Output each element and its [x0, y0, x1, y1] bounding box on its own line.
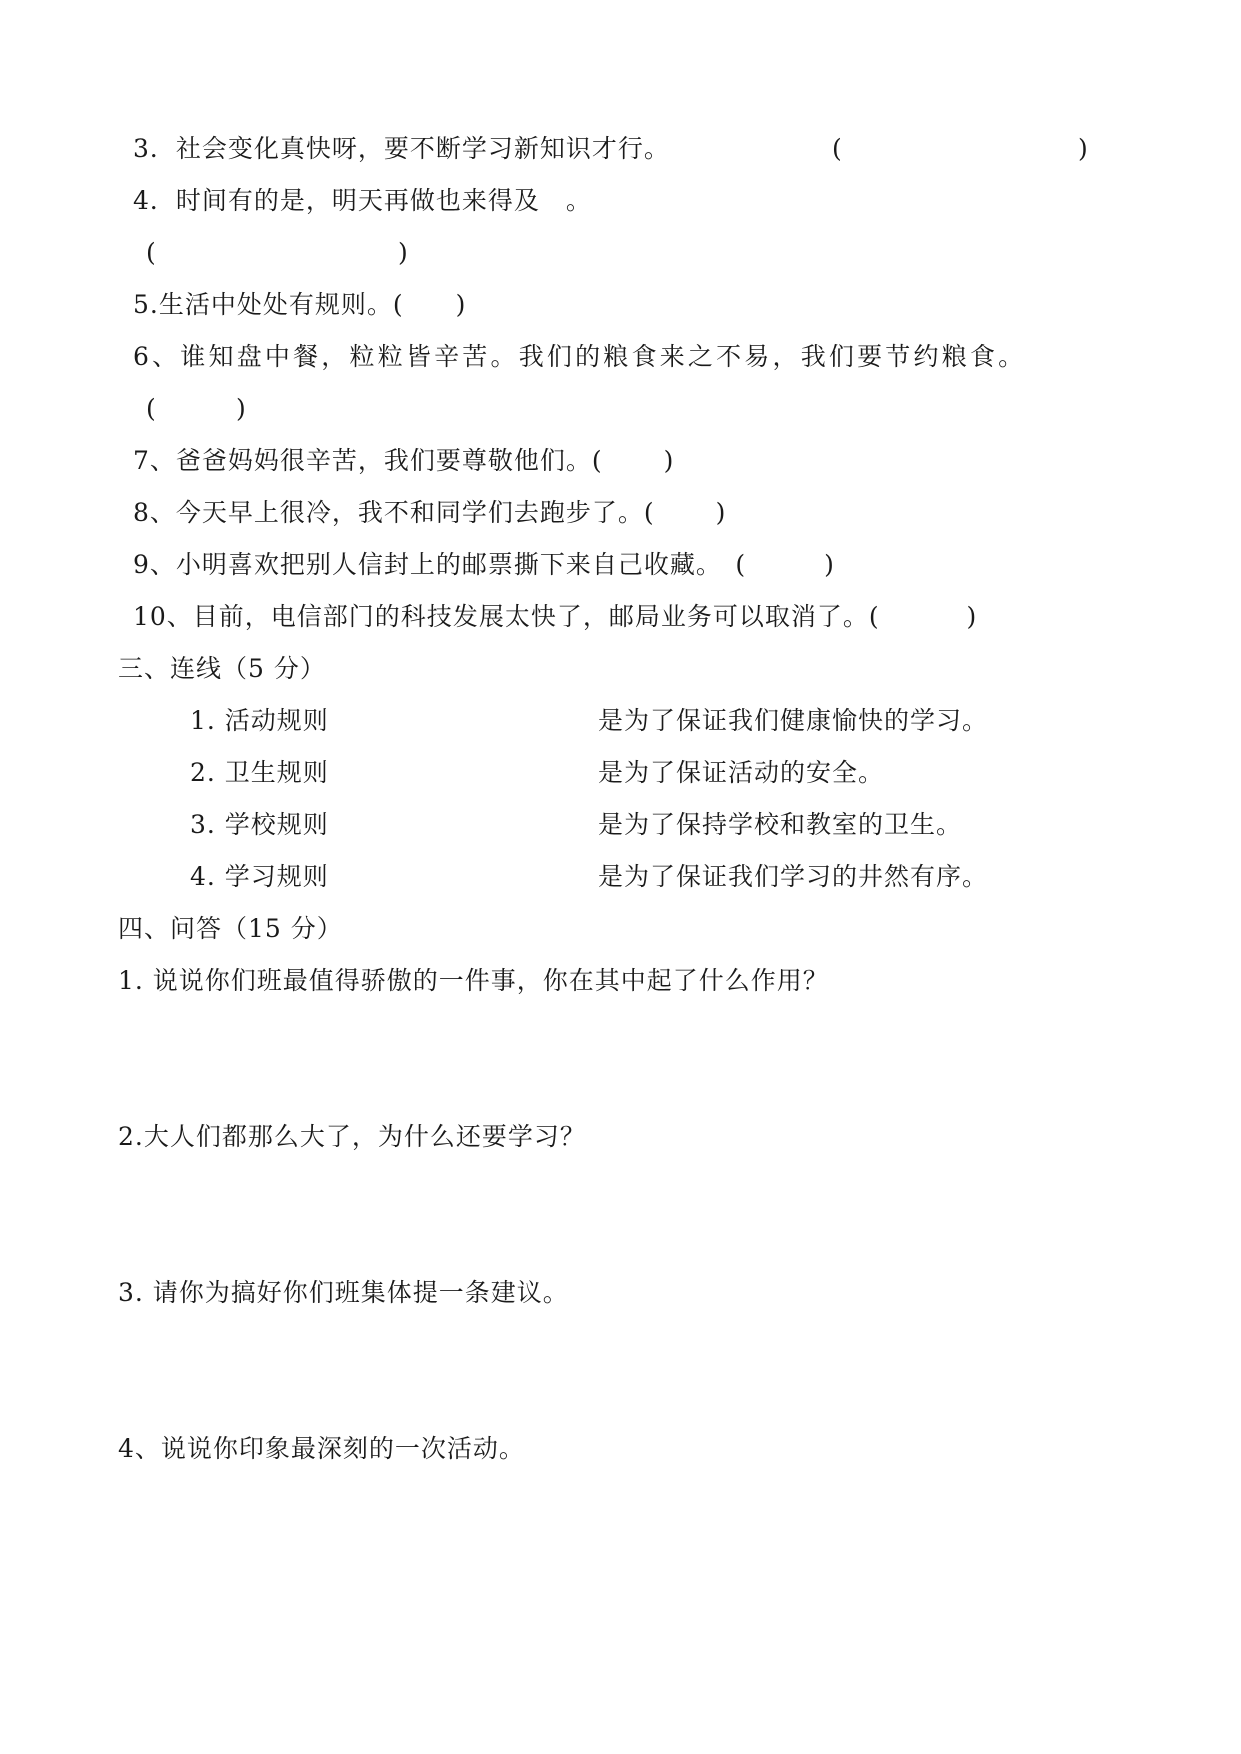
judge-item-6: 6、谁知盘中餐，粒粒皆辛苦。我们的粮食来之不易，我们要节约粮食。 [133, 342, 1027, 371]
matching-left-1[interactable]: 1. 活动规则 [190, 706, 329, 735]
judge-item-4: 4．时间有的是，明天再做也来得及 。 [133, 186, 592, 215]
answer-blank-3-close[interactable]: ) [1078, 134, 1088, 163]
answer-blank-6-open[interactable]: ( [146, 394, 156, 423]
judge-item-8: 8、今天早上很冷，我不和同学们去跑步了。( ) [133, 498, 727, 527]
judge-item-9: 9、小明喜欢把别人信封上的邮票撕下来自己收藏。 ( ) [133, 550, 835, 579]
answer-blank-4-open[interactable]: ( [146, 238, 156, 267]
section-heading-qa: 四、问答（15 分） [118, 914, 343, 943]
answer-blank-6-close[interactable]: ) [236, 394, 246, 423]
qa-question-3: 3. 请你为搞好你们班集体提一条建议。 [118, 1278, 569, 1307]
matching-right-2[interactable]: 是为了保证活动的安全。 [598, 758, 885, 787]
matching-right-3[interactable]: 是为了保持学校和教室的卫生。 [598, 810, 963, 839]
matching-left-2[interactable]: 2. 卫生规则 [190, 758, 329, 787]
matching-right-1[interactable]: 是为了保证我们健康愉快的学习。 [598, 706, 989, 735]
answer-blank-4-close[interactable]: ) [398, 238, 408, 267]
section-heading-matching: 三、连线（5 分） [118, 654, 326, 683]
judge-item-10: 10、目前，电信部门的科技发展太快了，邮局业务可以取消了。( ) [133, 602, 978, 631]
qa-question-1: 1. 说说你们班最值得骄傲的一件事，你在其中起了什么作用？ [118, 966, 829, 995]
matching-left-4[interactable]: 4. 学习规则 [190, 862, 329, 891]
matching-right-4[interactable]: 是为了保证我们学习的井然有序。 [598, 862, 989, 891]
answer-blank-3-open[interactable]: ( [832, 134, 842, 163]
qa-question-2: 2.大人们都那么大了，为什么还要学习？ [118, 1122, 586, 1151]
judge-item-7: 7、爸爸妈妈很辛苦，我们要尊敬他们。( ) [133, 446, 675, 475]
judge-item-3: 3．社会变化真快呀，要不断学习新知识才行。 [133, 134, 670, 163]
matching-left-3[interactable]: 3. 学校规则 [190, 810, 329, 839]
judge-item-5: 5.生活中处处有规则。( ) [133, 290, 467, 319]
qa-question-4: 4、说说你印象最深刻的一次活动。 [118, 1434, 525, 1463]
